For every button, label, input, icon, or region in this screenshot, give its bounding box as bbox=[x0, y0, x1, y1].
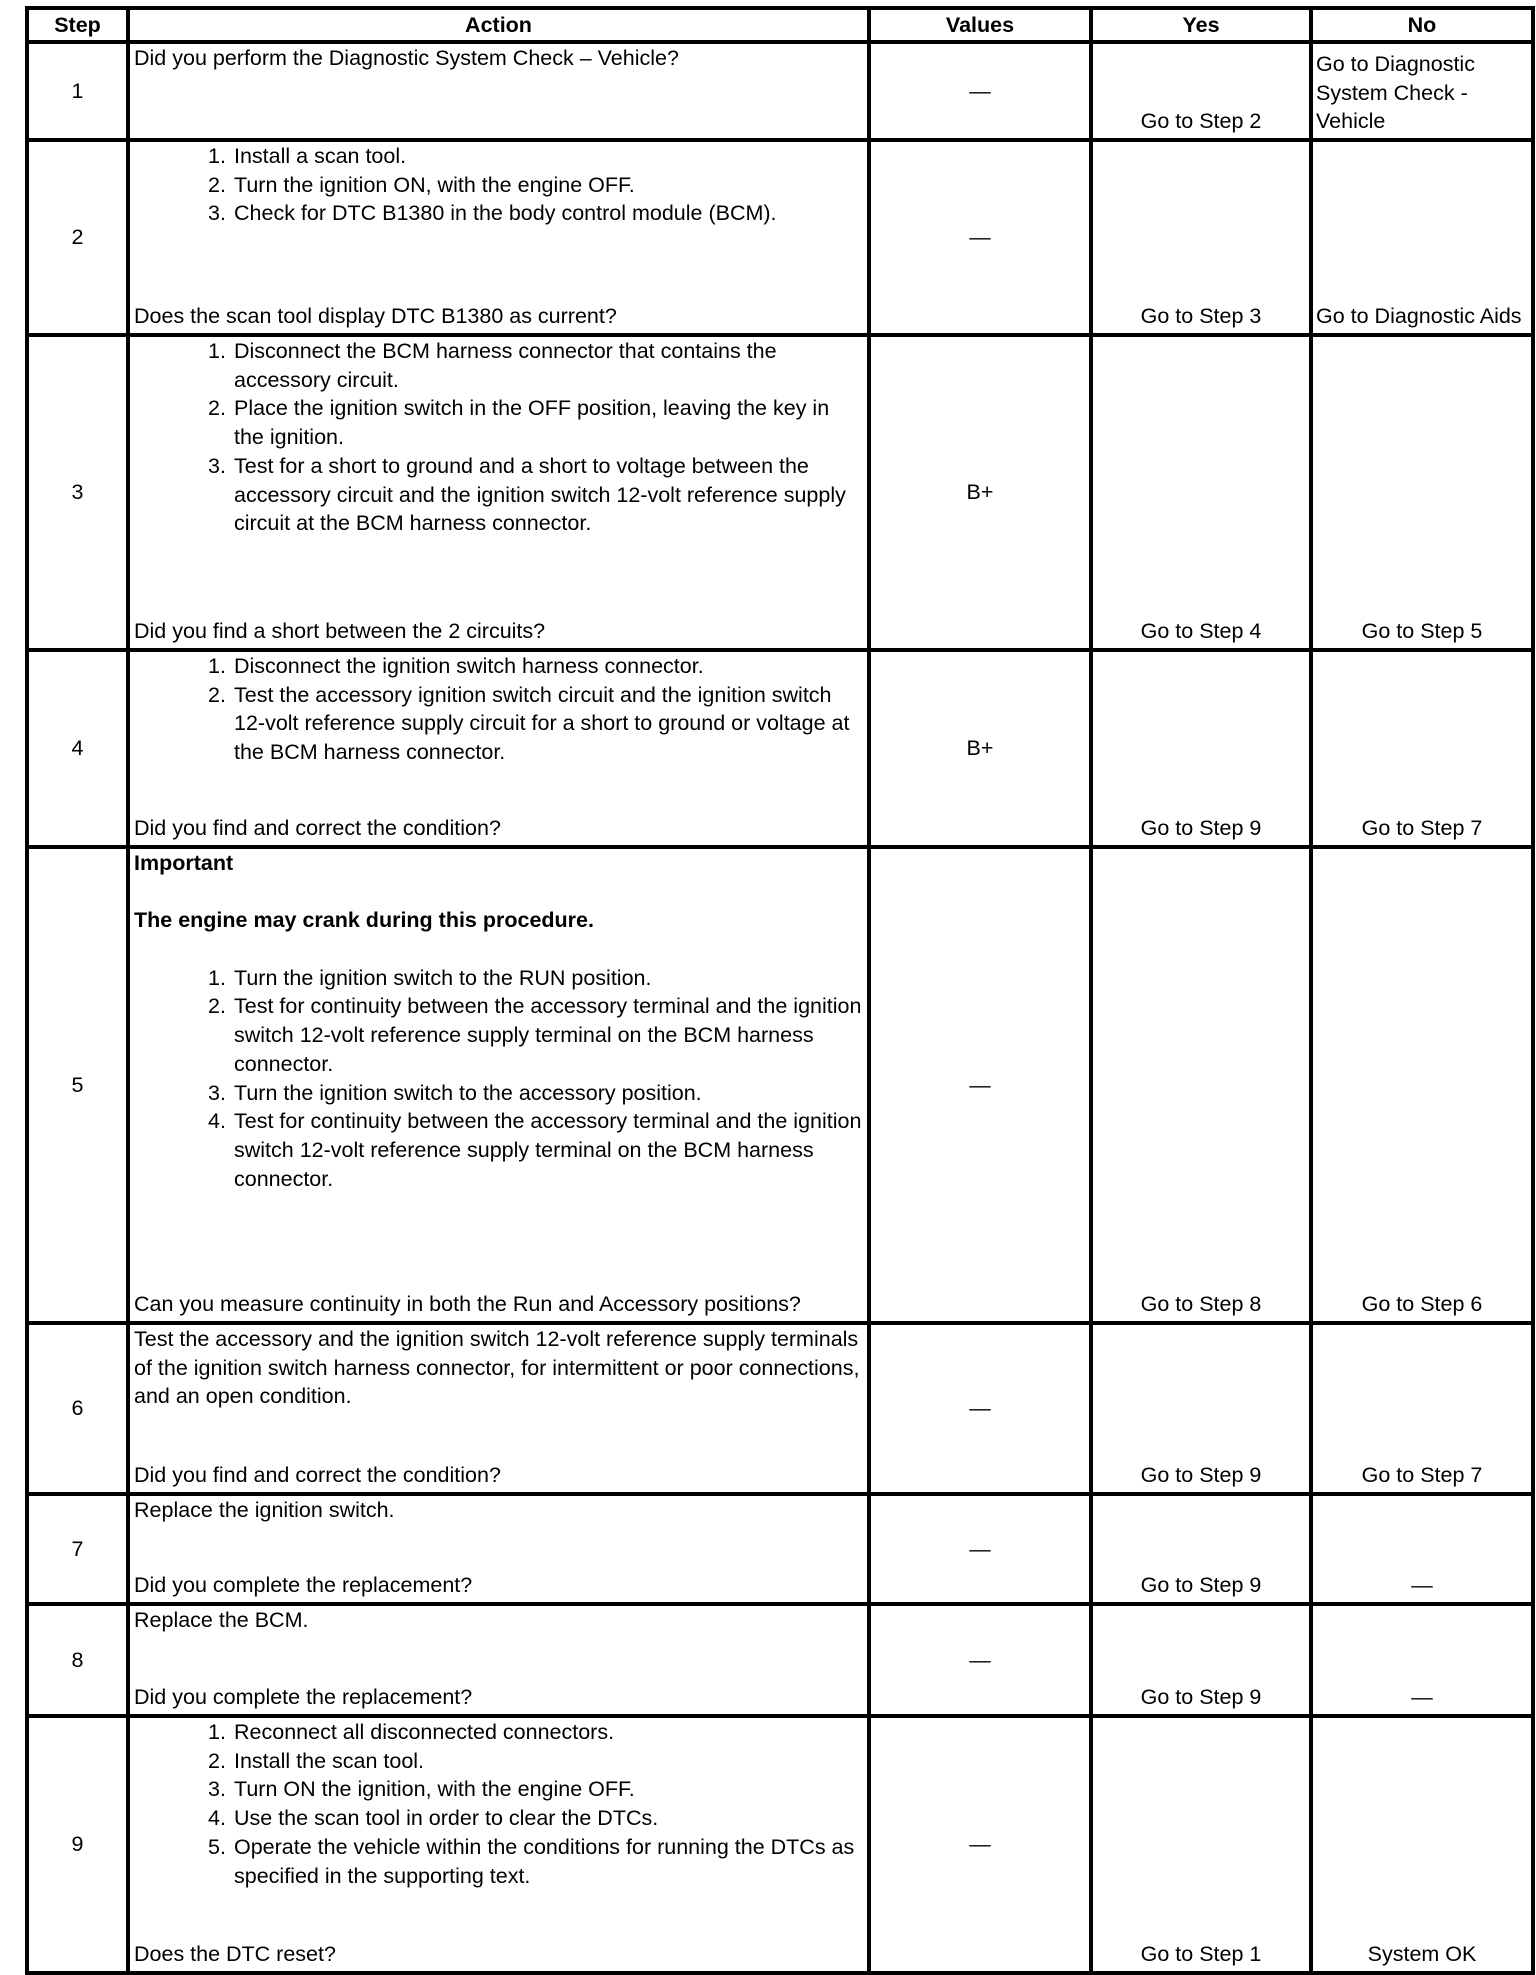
item-number-text: 4. bbox=[208, 1109, 226, 1134]
list-item bbox=[134, 199, 863, 228]
action-steps-list bbox=[134, 337, 863, 538]
list-item bbox=[134, 142, 863, 171]
important-label: Important bbox=[134, 851, 234, 875]
item-number bbox=[134, 1079, 234, 1108]
list-item bbox=[134, 394, 863, 451]
action-steps-list bbox=[134, 964, 863, 1194]
item-number-text: 2. bbox=[208, 682, 226, 707]
item-number-text: 3. bbox=[208, 201, 226, 226]
item-text: Disconnect the ignition switch harness connector. bbox=[234, 654, 704, 678]
action-content bbox=[134, 1496, 863, 1602]
action-content bbox=[134, 1606, 863, 1714]
item-text: Install the scan tool. bbox=[234, 1748, 425, 1773]
action-cell bbox=[128, 1604, 869, 1716]
item-text: Install a scan tool. bbox=[234, 144, 407, 168]
action-body bbox=[134, 1718, 863, 1890]
item-number bbox=[134, 199, 234, 228]
item-number-text: 1. bbox=[208, 965, 226, 990]
yes-cell: Go to Step 3 bbox=[1091, 140, 1311, 335]
diagnostic-table bbox=[25, 6, 1535, 1975]
table-row bbox=[27, 650, 1533, 847]
action-content bbox=[134, 849, 863, 1321]
item-text: Test for continuity between the accessory terminal and the ignition switch 12-volt reference supply terminal on the BCM harness connector. bbox=[234, 994, 862, 1076]
action-intro: Replace the BCM. bbox=[134, 1608, 309, 1632]
item-text: Operate the vehicle within the conditions for running the DTCs as specified in the supporting text. bbox=[234, 1834, 855, 1888]
item-text: Use the scan tool in order to clear the DTCs. bbox=[234, 1806, 659, 1831]
no-cell: System OK bbox=[1311, 1716, 1533, 1973]
table-row bbox=[27, 1494, 1533, 1604]
values-cell: — bbox=[869, 1494, 1091, 1604]
action-question: Did you complete the replacement? bbox=[134, 1685, 473, 1710]
item-text: Turn the ignition ON, with the engine OFF. bbox=[234, 172, 635, 197]
action-steps-list bbox=[134, 652, 863, 767]
action-intro: Replace the ignition switch. bbox=[134, 1498, 395, 1522]
item-number bbox=[134, 171, 234, 200]
action-question: Does the scan tool display DTC B1380 as current? bbox=[134, 304, 617, 329]
table-row bbox=[27, 1716, 1533, 1973]
action-body bbox=[134, 849, 863, 1193]
item-number-text: 3. bbox=[208, 1777, 226, 1802]
step-number: 4 bbox=[27, 650, 128, 847]
action-cell bbox=[128, 140, 869, 335]
item-number-text: 2. bbox=[208, 994, 226, 1019]
step-number: 8 bbox=[27, 1604, 128, 1716]
item-number bbox=[134, 681, 234, 767]
yes-cell: Go to Step 4 bbox=[1091, 335, 1311, 650]
item-number-text: 3. bbox=[208, 1080, 226, 1105]
values-cell: — bbox=[869, 140, 1091, 335]
action-question: Does the DTC reset? bbox=[134, 1942, 336, 1967]
action-question: Did you find and correct the condition? bbox=[134, 816, 501, 841]
list-item bbox=[134, 171, 863, 200]
list-item bbox=[134, 652, 863, 681]
table-row bbox=[27, 335, 1533, 650]
action-cell bbox=[128, 335, 869, 650]
item-number bbox=[134, 1804, 234, 1833]
action-body bbox=[134, 44, 863, 73]
spacer bbox=[134, 878, 863, 907]
list-item bbox=[134, 1833, 863, 1890]
action-cell bbox=[128, 42, 869, 140]
list-item bbox=[134, 1107, 863, 1193]
item-number-text: 2. bbox=[208, 396, 226, 421]
action-body bbox=[134, 652, 863, 767]
values-cell: — bbox=[869, 1716, 1091, 1973]
item-number-text: 3. bbox=[208, 453, 226, 478]
item-number-text: 1. bbox=[208, 144, 226, 168]
no-cell: — bbox=[1311, 1494, 1533, 1604]
item-text: Test for a short to ground and a short to voltage between the accessory circuit and the ignition switch 12-volt reference supply circuit at the BCM harness connector. bbox=[234, 453, 846, 536]
item-number bbox=[134, 1718, 234, 1747]
item-number-text: 4. bbox=[208, 1806, 226, 1831]
item-number bbox=[134, 452, 234, 538]
list-item bbox=[134, 337, 863, 394]
item-number-text: 2. bbox=[208, 1748, 226, 1773]
action-cell bbox=[128, 1494, 869, 1604]
yes-cell: Go to Step 8 bbox=[1091, 847, 1311, 1323]
item-number-text: 5. bbox=[208, 1834, 226, 1859]
step-number: 6 bbox=[27, 1323, 128, 1494]
step-number: 5 bbox=[27, 847, 128, 1323]
yes-cell: Go to Step 9 bbox=[1091, 650, 1311, 847]
item-number-text: 1. bbox=[208, 654, 226, 678]
action-intro: Test the accessory and the ignition switch 12-volt reference supply terminals of the ignition switch harness connector, for intermittent or poor connections, and an open condition. bbox=[134, 1327, 860, 1409]
action-question: Can you measure continuity in both the Run and Accessory positions? bbox=[134, 1292, 801, 1317]
list-item bbox=[134, 1079, 863, 1108]
table-row bbox=[27, 847, 1533, 1323]
item-number bbox=[134, 337, 234, 394]
no-cell: Go to Step 7 bbox=[1311, 1323, 1533, 1494]
item-text: Test for continuity between the accessory terminal and the ignition switch 12-volt reference supply terminal on the BCM harness connector. bbox=[234, 1109, 862, 1191]
values-cell: B+ bbox=[869, 650, 1091, 847]
values-cell: — bbox=[869, 1604, 1091, 1716]
no-cell: Go to Diagnostic System Check - Vehicle bbox=[1311, 42, 1533, 140]
table-row bbox=[27, 140, 1533, 335]
item-number bbox=[134, 992, 234, 1078]
no-cell: Go to Step 7 bbox=[1311, 650, 1533, 847]
action-steps-list bbox=[134, 142, 863, 228]
item-text: Turn the ignition switch to the accessory position. bbox=[234, 1080, 702, 1105]
action-question: Did you find and correct the condition? bbox=[134, 1463, 501, 1488]
item-number bbox=[134, 1833, 234, 1890]
list-item bbox=[134, 992, 863, 1078]
action-body bbox=[134, 1606, 863, 1635]
values-cell: B+ bbox=[869, 335, 1091, 650]
action-content bbox=[134, 337, 863, 648]
item-number-text: 1. bbox=[208, 339, 226, 363]
action-steps-list bbox=[134, 1718, 863, 1890]
yes-cell: Go to Step 9 bbox=[1091, 1604, 1311, 1716]
item-number-text: 1. bbox=[208, 1720, 226, 1744]
list-item bbox=[134, 452, 863, 538]
item-number-text: 2. bbox=[208, 172, 226, 197]
item-text: Turn the ignition switch to the RUN position. bbox=[234, 965, 652, 990]
action-cell bbox=[128, 1716, 869, 1973]
action-body bbox=[134, 1325, 863, 1411]
action-content bbox=[134, 652, 863, 845]
action-body bbox=[134, 337, 863, 538]
action-intro: Did you perform the Diagnostic System Check – Vehicle? bbox=[134, 46, 679, 70]
header-values: Values bbox=[869, 8, 1091, 42]
warning-text: The engine may crank during this procedure. bbox=[134, 908, 594, 933]
action-content bbox=[134, 1718, 863, 1971]
header-no: No bbox=[1311, 8, 1533, 42]
action-question: Did you complete the replacement? bbox=[134, 1573, 473, 1598]
table-row bbox=[27, 1323, 1533, 1494]
item-text: Reconnect all disconnected connectors. bbox=[234, 1720, 615, 1744]
item-number bbox=[134, 142, 234, 171]
action-cell bbox=[128, 1323, 869, 1494]
step-number: 7 bbox=[27, 1494, 128, 1604]
values-cell: — bbox=[869, 42, 1091, 140]
item-text: Test the accessory ignition switch circuit and the ignition switch 12-volt reference supply circuit for a short to ground or voltage at the BCM harness connector. bbox=[234, 682, 850, 765]
list-item bbox=[134, 964, 863, 993]
yes-cell: Go to Step 9 bbox=[1091, 1323, 1311, 1494]
yes-cell: Go to Step 1 bbox=[1091, 1716, 1311, 1973]
list-item bbox=[134, 1775, 863, 1804]
action-cell bbox=[128, 650, 869, 847]
spacer bbox=[134, 935, 863, 964]
table-row bbox=[27, 42, 1533, 140]
list-item bbox=[134, 1718, 863, 1747]
action-question: Did you find a short between the 2 circuits? bbox=[134, 619, 546, 644]
item-number bbox=[134, 394, 234, 451]
item-text: Check for DTC B1380 in the body control module (BCM). bbox=[234, 201, 777, 226]
no-cell: — bbox=[1311, 1604, 1533, 1716]
values-cell: — bbox=[869, 1323, 1091, 1494]
header-action: Action bbox=[128, 8, 869, 42]
item-text: Place the ignition switch in the OFF position, leaving the key in the ignition. bbox=[234, 396, 830, 450]
item-number bbox=[134, 964, 234, 993]
action-content bbox=[134, 1325, 863, 1492]
list-item bbox=[134, 681, 863, 767]
action-content bbox=[134, 44, 863, 138]
table-row bbox=[27, 1604, 1533, 1716]
item-text: Disconnect the BCM harness connector that contains the accessory circuit. bbox=[234, 339, 777, 392]
no-cell: Go to Step 5 bbox=[1311, 335, 1533, 650]
item-number bbox=[134, 652, 234, 681]
yes-cell: Go to Step 9 bbox=[1091, 1494, 1311, 1604]
action-body bbox=[134, 142, 863, 228]
item-number bbox=[134, 1107, 234, 1193]
list-item bbox=[134, 1804, 863, 1833]
header-step: Step bbox=[27, 8, 128, 42]
yes-cell: Go to Step 2 bbox=[1091, 42, 1311, 140]
item-number bbox=[134, 1747, 234, 1776]
header-yes: Yes bbox=[1091, 8, 1311, 42]
action-cell bbox=[128, 847, 869, 1323]
action-body bbox=[134, 1496, 863, 1525]
no-cell: Go to Step 6 bbox=[1311, 847, 1533, 1323]
item-number bbox=[134, 1775, 234, 1804]
no-cell: Go to Diagnostic Aids bbox=[1311, 140, 1533, 335]
list-item bbox=[134, 1747, 863, 1776]
step-number: 1 bbox=[27, 42, 128, 140]
action-content bbox=[134, 142, 863, 333]
step-number: 9 bbox=[27, 1716, 128, 1973]
header-row bbox=[27, 8, 1533, 42]
step-number: 3 bbox=[27, 335, 128, 650]
values-cell: — bbox=[869, 847, 1091, 1323]
item-text: Turn ON the ignition, with the engine OFF. bbox=[234, 1777, 635, 1802]
step-number: 2 bbox=[27, 140, 128, 335]
